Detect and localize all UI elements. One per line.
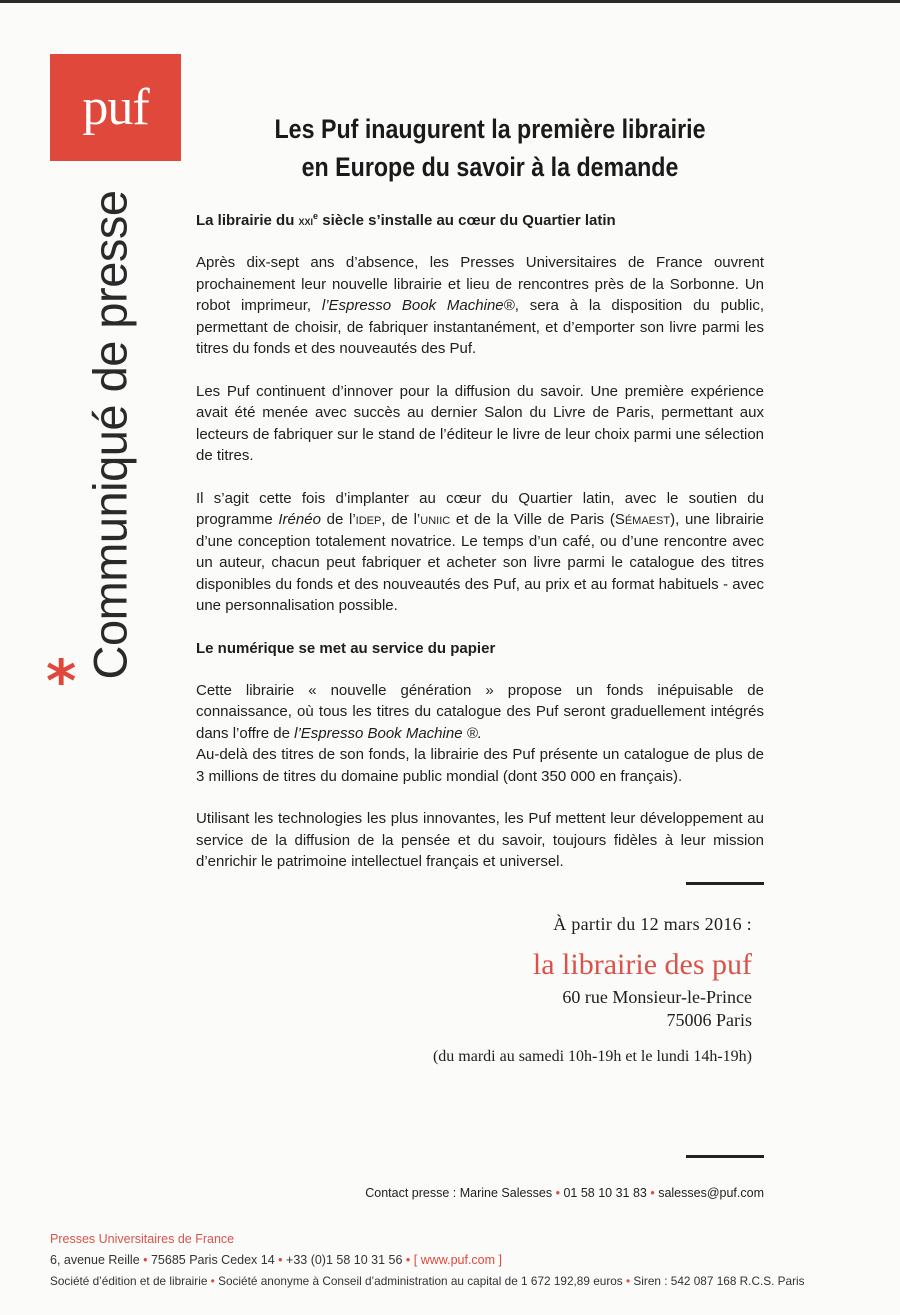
event-address-city: 75006 Paris (666, 1010, 752, 1030)
main-content (196, 205, 764, 873)
paragraph: Au-delà des titres de son fonds, la librairie des Puf présente un catalogue de plus de 3 millions de titres du domaine public mondial (dont 350 000 en français). (196, 746, 764, 785)
title-line-2: en Europe du savoir à la demande (301, 152, 679, 182)
event-address-street: 60 rue Monsieur-le-Prince (562, 987, 752, 1007)
section-heading-1: La librairie du xxi$^e$ siècle s’installe au cœur du Quartier latin (196, 211, 616, 229)
footer-address: 6, avenue Reille • 75685 Paris Cedex 14 • +33 (0)1 58 10 31 56 • [ www.puf.com ] (50, 1253, 502, 1267)
contact-email[interactable]: salesses@puf.com (658, 1186, 764, 1200)
divider (686, 882, 764, 885)
footer-org: Presses Universitaires de France (50, 1232, 235, 1246)
event-venue-name: la librairie des puf (532, 948, 752, 981)
press-contact: Contact presse : Marine Salesses • 01 58 10 31 83 • salesses@puf.com (365, 1186, 764, 1200)
paragraph: Après dix-sept ans d’absence, les Presses Universitaires de France ouvrent prochainement leur nouvelle librairie et lieu de rencontres près de la Sorbonne. Un robot imprimeur, l’Espresso Book Machine®, sera à la disposition du public, permettant de choisir, de fabriquer instantanément, et d’emporter son livre parmi les titres du fonds et des nouveautés des Puf. (196, 254, 764, 357)
contact-label: Contact presse : Marine Salesses (365, 1186, 553, 1200)
footer-website-link[interactable]: [ www.puf.com ] (413, 1253, 502, 1267)
puf-logo (50, 54, 181, 161)
event-date: À partir du 12 mars 2016 : (553, 914, 752, 934)
event-hours: (du mardi au samedi 10h-19h et le lundi 14h-19h) (432, 1048, 752, 1065)
footer-legal: Société d’édition et de librairie • Société anonyme à Conseil d’administration au capital de 1 672 192,89 euros • Siren : 542 087 168 R.C.S. Paris (50, 1274, 805, 1288)
logo-text: puf (82, 79, 149, 136)
paragraph: Les Puf continuent d’innover pour la diffusion du savoir. Une première expérience avait été menée avec succès au dernier Salon du Livre de Paris, permettant aux lecteurs de fabriquer sur le stand de l’éditeur le livre de leur choix parmi une sélection de titres. (196, 382, 764, 464)
paragraph: Utilisant les technologies les plus innovantes, les Puf mettent leur développement au service de la diffusion de la pensée et du savoir, toujours fidèles à leur mission d’enrichir le patrimoine intellectuel français et universel. (196, 810, 764, 870)
section-heading-2: Le numérique se met au service du papier (196, 639, 496, 657)
top-border (0, 0, 900, 3)
side-label: Communiqué de presse (83, 190, 137, 680)
asterisk-mark: * (46, 647, 77, 715)
title-line-1: Les Puf inaugurent la première librairie (274, 114, 706, 144)
divider (686, 1155, 764, 1158)
paragraph: Il s’agit cette fois d’implanter au cœur du Quartier latin, avec le soutien du programme Irénéo de l’idep, de l’uniic et de la Ville de Paris (Sémaest), une librairie d’une conception totalement novatrice. Le temps d’un café, ou d’une rencontre avec un auteur, chacun peut fabriquer et acheter son livre parmi le catalogue des titres disponibles du fonds et des nouveautés des Puf, au prix et au format habituels - avec une personnalisation possible. (196, 489, 765, 614)
paragraph: Cette librairie « nouvelle génération » propose un fonds inépuisable de connaissance, où tous les titres du catalogue des Puf seront graduellement intégrés dans l’offre de l’Espresso Book Machine ®. (196, 681, 764, 742)
page-title (232, 110, 748, 186)
contact-phone: 01 58 10 31 83 (563, 1186, 647, 1200)
